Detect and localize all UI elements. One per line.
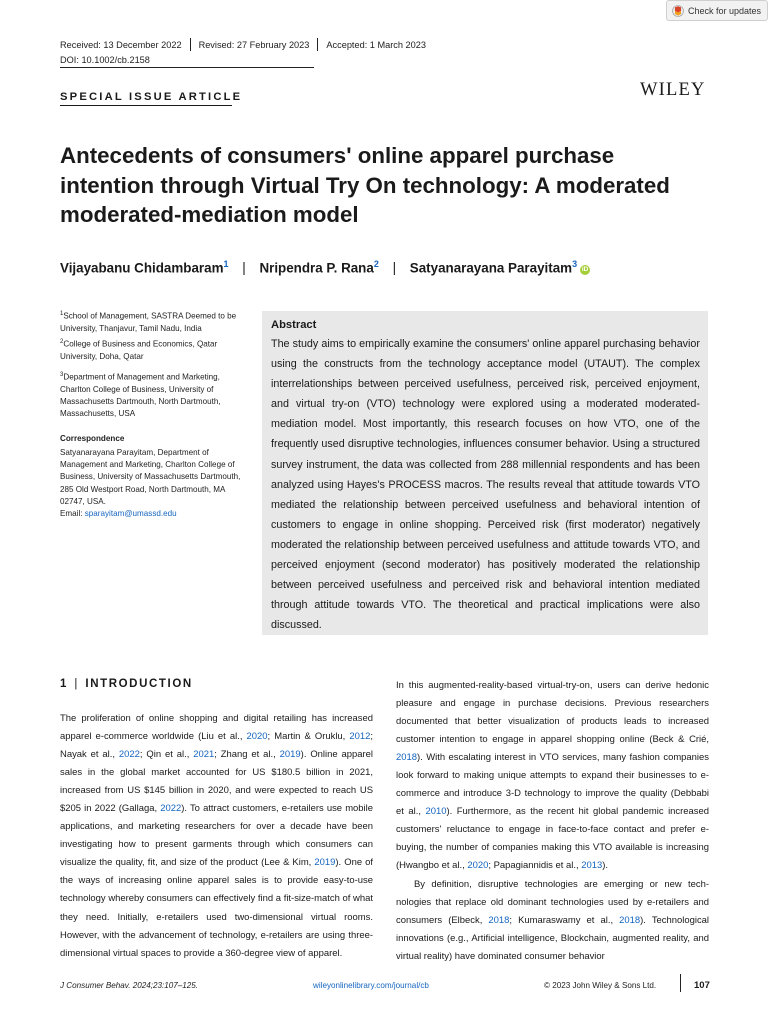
email-label: Email: (60, 509, 85, 519)
body-text: ; Qin et al., (139, 749, 194, 761)
body-text: ). To attract customers, e-retailers use mobile applications, and marketing researchers for over a decade have been investigating how to present garments through which consumers can visualize the quality, fit, and size of the product (Lee & Kim, (60, 803, 373, 869)
correspondence-text (60, 447, 250, 520)
author-separator: | (392, 260, 397, 276)
author-affiliation-ref[interactable]: 3 (572, 259, 578, 269)
copyright: © 2023 John Wiley & Sons Ltd. (544, 981, 657, 990)
body-text: The proliferation of online shopping and digital retailing has increased apparel e-commerce worldwide (Liu et al., (60, 713, 373, 743)
section-title: INTRODUCTION (85, 678, 193, 690)
citation-link[interactable]: 2022 (160, 803, 182, 815)
received-date: Received: 13 December 2022 (60, 39, 182, 50)
citation-link[interactable]: 2022 (118, 749, 140, 761)
intro-paragraph-2 (396, 876, 709, 966)
body-text: ; Zhang et al., (214, 749, 280, 761)
publisher-logo: WILEY (640, 80, 706, 100)
email-link[interactable]: sparayitam@umassd.edu (84, 509, 177, 519)
affiliation (60, 369, 245, 421)
affiliation-text: College of Business and Economics, Qatar University, Doha, Qatar (60, 339, 218, 361)
article-dates (60, 38, 426, 51)
doi[interactable]: DOI: 10.1002/cb.2158 (60, 55, 150, 65)
crossmark-icon (672, 5, 684, 17)
author-affiliation-ref[interactable]: 1 (223, 259, 229, 269)
section-heading (60, 678, 193, 690)
revised-date: Revised: 27 February 2023 (198, 39, 310, 50)
affiliation-number: 1 (60, 311, 64, 317)
citation-link[interactable]: 2020 (246, 731, 268, 743)
section-separator: | (74, 678, 78, 690)
author-name[interactable]: Satyanarayana Parayitam (409, 260, 573, 276)
header-rule (60, 67, 314, 68)
body-text: ; Kumaraswamy et al., (509, 914, 620, 926)
body-text: By definition, disruptive technologies are emerging or new technologies that replace old dominant technologies used by e-retailers and consumers (Elbeck, (396, 878, 709, 926)
citation-link[interactable]: 2018 (488, 914, 510, 926)
author-name[interactable]: Nripendra P. Rana (259, 260, 374, 276)
orcid-icon[interactable]: iD (581, 266, 589, 274)
journal-citation: J Consumer Behav. 2024;23:107–125. (60, 981, 198, 990)
section-number: 1 (60, 678, 67, 690)
body-text: ). Online apparel sales in the global market accounted for US $180.5 billion in 2021, increased from US $145 billion in 2020, and were expected to reach US $205 in 2022 (Gallaga, (60, 749, 373, 815)
author-separator: | (242, 260, 246, 276)
body-column-right (396, 677, 709, 966)
citation-link[interactable]: 2018 (396, 752, 417, 764)
journal-url[interactable]: wileyonlinelibrary.com/journal/cb (313, 981, 429, 990)
citation-link[interactable]: 2013 (581, 860, 603, 872)
abstract-heading: Abstract (271, 319, 317, 331)
correspondence-address: Satyanarayana Parayitam, Department of Management and Marketing, Charlton College of Business, University of Massachusetts Dartmouth, 285 Old Westport Road, North Dartmouth, MA 02747, USA. (60, 448, 241, 506)
body-text: In this augmented-reality-based virtual-try-on, users can derive hedonic pleasure and engage in purchase decisions. Previous researchers documented that better visualization of products leads to increased customer intention to engage in apparel shopping online (Beck & Crié, (396, 680, 709, 746)
body-text: ). (602, 860, 608, 872)
body-text: ). One of the ways of increasing online apparel sales is to provide easy-to-use technology whereby consumers can effectively find a fit-size-match of what they need. Initially, e-retailers used two-dimensional virtual rooms. However, with the advancement of technology, e-retailers are using three-dimensional virtual spaces to provide a 360-degree view of apparel. (60, 857, 374, 959)
affiliation-text: School of Management, SASTRA Deemed to be University, Thanjavur, Tamil Nadu, India (60, 311, 237, 333)
citation-link[interactable]: 2020 (467, 860, 489, 872)
date-divider (317, 38, 318, 51)
body-text: ). With escalating interest in VTO services, many fashion companies look forward to making unique attempts to expand their businesses to e-commerce and introduce 3-D technology to improve the quality (Debbabi et al., (396, 752, 709, 818)
citation-link[interactable]: 2019 (314, 857, 336, 869)
abstract-text: The study aims to empirically examine the consumers' online apparel purchasing behavior using the constructs from the technology acceptance model (UTAUT). The complex interrelationships between perceived usefulness, perceived risk, perceived enjoyment, and virtual try-on (VTO) technology were explored using a moderated moderated-mediation model. Most importantly, this research focuses on how VTO, one of the frequently used disruptive technologies, influences consumer behavior. Using a structured survey instrument, the data was collected from 288 millennial respondents and has been analyzed using Hayes's PROCESS macros. The results reveal that attitude towards VTO mediated the relationship between perceived usefulness and behavioral intention of customers to engage in online shopping. Perceived risk (first moderator) negatively moderated the relationship between perceived usefulness and attitude towards VTO, and perceived enjoyment (second moderator) has positively moderated the relationship between perceived usefulness and perceived risk and behavioral intention mediated through attitude towards VTO. The theoretical and practical implications were also discussed. (271, 338, 700, 632)
accepted-date: Accepted: 1 March 2023 (326, 39, 426, 50)
body-column-left (60, 710, 373, 963)
affiliation-text: Department of Management and Marketing, Charlton College of Business, University of Massachusetts Dartmouth, North Dartmouth, Massachusetts, USA (60, 372, 221, 419)
author-list (60, 259, 590, 275)
affiliation-number: 2 (60, 339, 64, 345)
body-text: ). Technological innovations (e.g., Artificial intelligence, Blockchain, augmented reality, and virtual reality) have dominated consumer behavior (396, 914, 710, 962)
date-divider (190, 38, 191, 51)
body-text: ). Furthermore, as the recent hit global pandemic increased customers' reluctance to engage in face-to-face contact and prefer e-buying, the number of companies making this VTO available is increasing (Hwangbo et al., (396, 806, 709, 872)
check-for-updates-button[interactable] (666, 0, 768, 21)
affiliation (60, 308, 245, 335)
author-name[interactable]: Vijayabanu Chidambaram (60, 260, 224, 276)
author-affiliation-ref[interactable]: 2 (373, 259, 379, 269)
article-type: SPECIAL ISSUE ARTICLE (60, 91, 243, 103)
intro-paragraph-1-part-1 (60, 710, 373, 963)
citation-link[interactable]: 2010 (425, 806, 447, 818)
affiliation (60, 336, 245, 363)
citation-link[interactable]: 2012 (349, 731, 371, 743)
check-for-updates-label: Check for updates (688, 5, 762, 16)
citation-link[interactable]: 2018 (619, 914, 641, 926)
body-text: ; Martin & Oruklu, (267, 731, 350, 743)
correspondence-heading: Correspondence (60, 434, 125, 443)
page-number: 107 (694, 980, 710, 991)
body-text: ; Nayak et al., (60, 731, 373, 761)
body-text: ; Papagiannidis et al., (488, 860, 582, 872)
footer-divider (680, 974, 681, 992)
affiliation-number: 3 (60, 372, 64, 378)
intro-paragraph-1-part-2 (396, 677, 709, 876)
citation-link[interactable]: 2021 (193, 749, 215, 761)
paper-title: Antecedents of consumers' online apparel purchase intention through Virtual Try On technology: A moderated moderated-mediation model (60, 143, 670, 227)
citation-link[interactable]: 2019 (279, 749, 301, 761)
article-type-underline (60, 105, 232, 106)
